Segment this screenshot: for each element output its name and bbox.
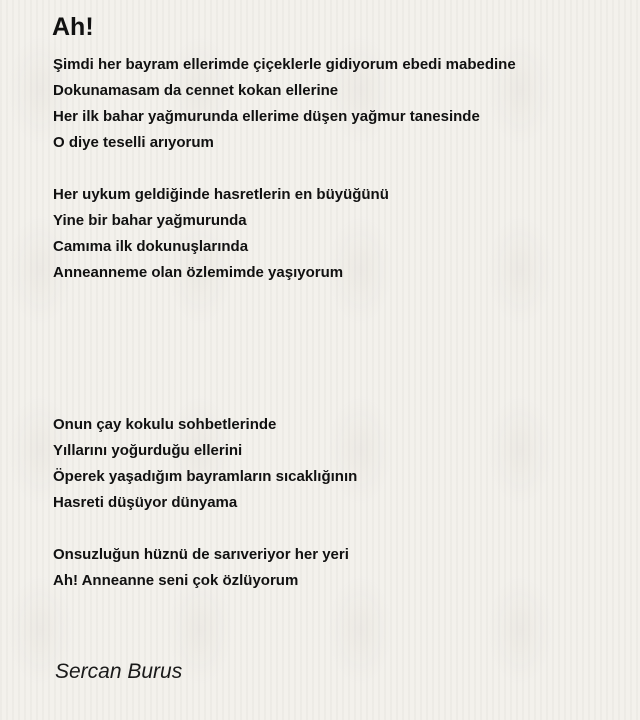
- poem-author: Sercan Burus: [55, 660, 183, 683]
- poem-line: O diye teselli arıyorum: [53, 134, 214, 151]
- stanza-1: [53, 52, 516, 156]
- poem-line: Yine bir bahar yağmurunda: [53, 212, 247, 229]
- stanza-2: [53, 182, 389, 286]
- poem-title: Ah!: [52, 13, 94, 41]
- poem-line: Anneanneme olan özlemimde yaşıyorum: [53, 264, 344, 281]
- poem-line: Her uykum geldiğinde hasretlerin en büyüğünü: [53, 186, 389, 203]
- poem-line: Şimdi her bayram ellerimde çiçeklerle gidiyorum ebedi mabedine: [53, 56, 516, 73]
- poem-line: Her ilk bahar yağmurunda ellerime düşen yağmur tanesinde: [53, 108, 480, 125]
- stanza-4: [53, 542, 349, 594]
- poem-line: Camıma ilk dokunuşlarında: [53, 238, 249, 255]
- poem-line: Onsuzluğun hüznü de sarıveriyor her yeri: [53, 546, 349, 563]
- poem-line: Dokunamasam da cennet kokan ellerine: [53, 82, 339, 99]
- poem-line: Öperek yaşadığım bayramların sıcaklığının: [53, 468, 358, 485]
- stanza-3: [53, 412, 357, 516]
- poem-line: Hasreti düşüyor dünyama: [53, 494, 238, 511]
- poem-line: Onun çay kokulu sohbetlerinde: [53, 416, 277, 433]
- poem-line: Yıllarını yoğurduğu ellerini: [53, 442, 243, 459]
- poem-line: Ah! Anneanne seni çok özlüyorum: [53, 572, 299, 589]
